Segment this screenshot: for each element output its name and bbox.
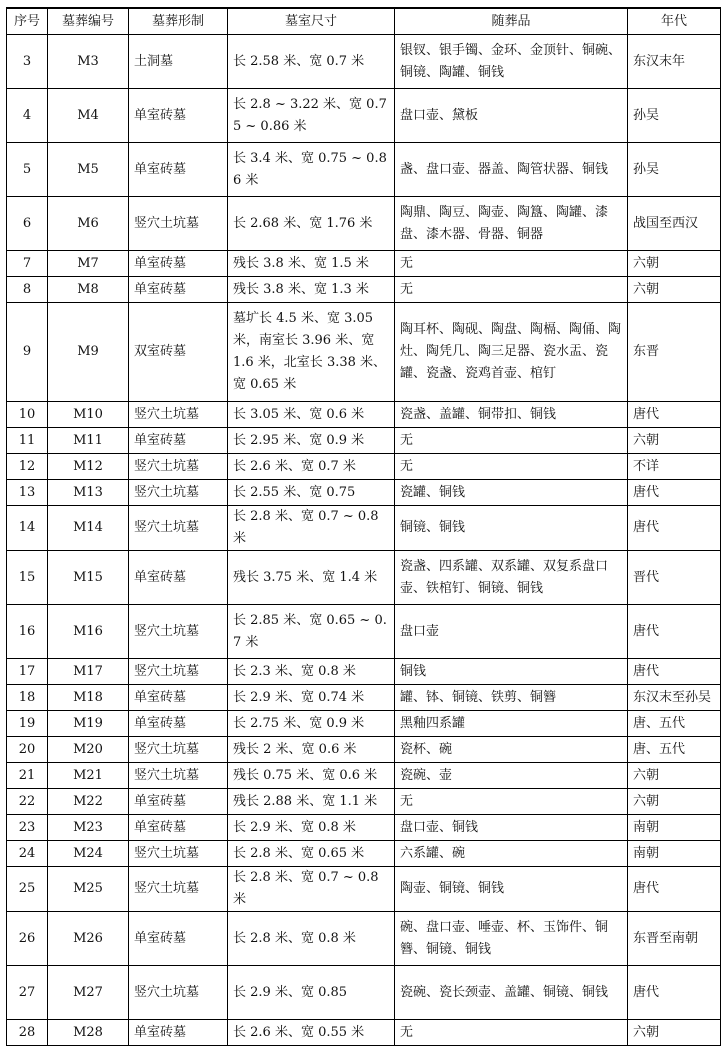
cell-grave-goods: 盘口壶、铜钱 (395, 815, 628, 841)
cell-chamber-size: 长 3.05 米、宽 0.6 米 (228, 402, 395, 428)
cell-no: 20 (7, 737, 48, 763)
cell-tomb-type: 竖穴土坑墓 (129, 454, 228, 480)
cell-era: 唐、五代 (628, 737, 721, 763)
table-row (7, 841, 721, 867)
cell-chamber-size: 长 2.8 米、宽 0.7 ~ 0.8 米 (228, 506, 395, 551)
cell-tomb-type: 竖穴土坑墓 (129, 867, 228, 912)
cell-tomb-id: M28 (48, 1020, 129, 1046)
cell-tomb-type: 双室砖墓 (129, 303, 228, 402)
table-row (7, 143, 721, 197)
cell-era: 孙吴 (628, 89, 721, 143)
cell-tomb-id: M8 (48, 277, 129, 303)
cell-no: 10 (7, 402, 48, 428)
cell-grave-goods: 无 (395, 251, 628, 277)
cell-era: 东晋至南朝 (628, 912, 721, 966)
table-row (7, 197, 721, 251)
cell-tomb-id: M7 (48, 251, 129, 277)
cell-tomb-id: M27 (48, 966, 129, 1020)
cell-tomb-id: M25 (48, 867, 129, 912)
cell-tomb-id: M6 (48, 197, 129, 251)
cell-no: 27 (7, 966, 48, 1020)
cell-era: 南朝 (628, 815, 721, 841)
cell-grave-goods: 盘口壶、黛板 (395, 89, 628, 143)
cell-era: 孙吴 (628, 143, 721, 197)
cell-era: 唐代 (628, 867, 721, 912)
cell-tomb-type: 竖穴土坑墓 (129, 763, 228, 789)
cell-era: 六朝 (628, 428, 721, 454)
cell-tomb-type: 单室砖墓 (129, 89, 228, 143)
cell-chamber-size: 长 2.8 米、宽 0.65 米 (228, 841, 395, 867)
table-row (7, 815, 721, 841)
cell-no: 23 (7, 815, 48, 841)
cell-chamber-size: 残长 3.75 米、宽 1.4 米 (228, 551, 395, 605)
cell-grave-goods: 铜镜、铜钱 (395, 506, 628, 551)
table-row (7, 35, 721, 89)
cell-no: 11 (7, 428, 48, 454)
cell-tomb-type: 单室砖墓 (129, 428, 228, 454)
cell-chamber-size: 长 2.8 ~ 3.22 米、宽 0.75 ~ 0.86 米 (228, 89, 395, 143)
cell-chamber-size: 长 2.9 米、宽 0.8 米 (228, 815, 395, 841)
cell-grave-goods: 无 (395, 428, 628, 454)
cell-grave-goods: 六系罐、碗 (395, 841, 628, 867)
cell-tomb-id: M16 (48, 605, 129, 659)
cell-tomb-id: M14 (48, 506, 129, 551)
cell-no: 19 (7, 711, 48, 737)
cell-era: 唐代 (628, 506, 721, 551)
cell-no: 12 (7, 454, 48, 480)
cell-chamber-size: 长 2.68 米、宽 1.76 米 (228, 197, 395, 251)
cell-grave-goods: 无 (395, 789, 628, 815)
cell-no: 4 (7, 89, 48, 143)
cell-tomb-id: M13 (48, 480, 129, 506)
cell-tomb-type: 单室砖墓 (129, 685, 228, 711)
cell-tomb-id: M4 (48, 89, 129, 143)
cell-no: 3 (7, 35, 48, 89)
cell-chamber-size: 长 2.85 米、宽 0.65 ~ 0.7 米 (228, 605, 395, 659)
header-no: 序号 (7, 8, 48, 35)
cell-no: 8 (7, 277, 48, 303)
cell-no: 22 (7, 789, 48, 815)
cell-era: 唐代 (628, 402, 721, 428)
tomb-table-container (6, 7, 720, 1046)
cell-grave-goods: 盘口壶 (395, 605, 628, 659)
header-row (7, 8, 721, 35)
cell-tomb-type: 单室砖墓 (129, 789, 228, 815)
cell-tomb-id: M10 (48, 402, 129, 428)
cell-chamber-size: 长 2.8 米、宽 0.8 米 (228, 912, 395, 966)
cell-tomb-type: 竖穴土坑墓 (129, 480, 228, 506)
cell-grave-goods: 瓷碗、瓷长颈壶、盖罐、铜镜、铜钱 (395, 966, 628, 1020)
cell-era: 六朝 (628, 277, 721, 303)
cell-chamber-size: 残长 0.75 米、宽 0.6 米 (228, 763, 395, 789)
cell-era: 六朝 (628, 1020, 721, 1046)
table-row (7, 428, 721, 454)
cell-tomb-type: 单室砖墓 (129, 1020, 228, 1046)
table-row (7, 303, 721, 402)
cell-tomb-id: M12 (48, 454, 129, 480)
table-body (7, 35, 721, 1046)
cell-chamber-size: 长 2.55 米、宽 0.75 (228, 480, 395, 506)
header-tomb-type: 墓葬形制 (129, 8, 228, 35)
cell-chamber-size: 长 2.9 米、宽 0.74 米 (228, 685, 395, 711)
table-row (7, 912, 721, 966)
cell-tomb-type: 竖穴土坑墓 (129, 197, 228, 251)
cell-grave-goods: 瓷碗、壶 (395, 763, 628, 789)
cell-grave-goods: 罐、钵、铜镜、铁剪、铜簪 (395, 685, 628, 711)
cell-tomb-type: 竖穴土坑墓 (129, 506, 228, 551)
cell-no: 14 (7, 506, 48, 551)
cell-tomb-id: M23 (48, 815, 129, 841)
cell-tomb-type: 单室砖墓 (129, 711, 228, 737)
cell-tomb-id: M26 (48, 912, 129, 966)
cell-no: 21 (7, 763, 48, 789)
cell-era: 战国至西汉 (628, 197, 721, 251)
cell-tomb-type: 竖穴土坑墓 (129, 605, 228, 659)
table-row (7, 737, 721, 763)
cell-tomb-id: M21 (48, 763, 129, 789)
cell-chamber-size: 残长 2.88 米、宽 1.1 米 (228, 789, 395, 815)
cell-tomb-type: 单室砖墓 (129, 912, 228, 966)
cell-no: 5 (7, 143, 48, 197)
cell-no: 6 (7, 197, 48, 251)
header-era: 年代 (628, 8, 721, 35)
cell-chamber-size: 残长 3.8 米、宽 1.5 米 (228, 251, 395, 277)
table-row (7, 763, 721, 789)
cell-era: 东晋 (628, 303, 721, 402)
cell-tomb-type: 单室砖墓 (129, 143, 228, 197)
header-chamber-size: 墓室尺寸 (228, 8, 395, 35)
table-row (7, 659, 721, 685)
cell-grave-goods: 陶壶、铜镜、铜钱 (395, 867, 628, 912)
cell-chamber-size: 长 2.58 米、宽 0.7 米 (228, 35, 395, 89)
cell-tomb-id: M18 (48, 685, 129, 711)
cell-tomb-type: 竖穴土坑墓 (129, 659, 228, 685)
cell-grave-goods: 黑釉四系罐 (395, 711, 628, 737)
cell-chamber-size: 长 2.6 米、宽 0.7 米 (228, 454, 395, 480)
cell-tomb-type: 竖穴土坑墓 (129, 841, 228, 867)
cell-no: 7 (7, 251, 48, 277)
cell-grave-goods: 盏、盘口壶、器盖、陶管状器、铜钱 (395, 143, 628, 197)
cell-chamber-size: 长 2.8 米、宽 0.7 ~ 0.8 米 (228, 867, 395, 912)
cell-no: 13 (7, 480, 48, 506)
header-grave-goods: 随葬品 (395, 8, 628, 35)
cell-grave-goods: 无 (395, 1020, 628, 1046)
cell-no: 26 (7, 912, 48, 966)
table-row (7, 89, 721, 143)
cell-tomb-id: M19 (48, 711, 129, 737)
table-row (7, 506, 721, 551)
cell-era: 唐代 (628, 605, 721, 659)
table-row (7, 711, 721, 737)
cell-tomb-id: M24 (48, 841, 129, 867)
cell-grave-goods: 瓷盏、四系罐、双系罐、双复系盘口壶、铁棺钉、铜镜、铜钱 (395, 551, 628, 605)
cell-era: 唐代 (628, 659, 721, 685)
tomb-table (6, 7, 721, 1046)
cell-tomb-type: 单室砖墓 (129, 551, 228, 605)
cell-era: 东汉末年 (628, 35, 721, 89)
cell-grave-goods: 陶鼎、陶豆、陶壶、陶簋、陶罐、漆盘、漆木器、骨器、铜器 (395, 197, 628, 251)
table-row (7, 789, 721, 815)
cell-no: 28 (7, 1020, 48, 1046)
cell-grave-goods: 银钗、银手镯、金环、金顶针、铜碗、铜镜、陶罐、铜钱 (395, 35, 628, 89)
cell-tomb-id: M11 (48, 428, 129, 454)
cell-tomb-type: 单室砖墓 (129, 251, 228, 277)
table-row (7, 685, 721, 711)
cell-chamber-size: 残长 2 米、宽 0.6 米 (228, 737, 395, 763)
table-row (7, 966, 721, 1020)
cell-grave-goods: 无 (395, 277, 628, 303)
cell-no: 15 (7, 551, 48, 605)
cell-tomb-id: M22 (48, 789, 129, 815)
cell-tomb-type: 竖穴土坑墓 (129, 402, 228, 428)
cell-tomb-type: 竖穴土坑墓 (129, 737, 228, 763)
table-row (7, 402, 721, 428)
cell-tomb-id: M15 (48, 551, 129, 605)
cell-era: 东汉末至孙吴 (628, 685, 721, 711)
cell-no: 25 (7, 867, 48, 912)
cell-era: 六朝 (628, 763, 721, 789)
cell-no: 24 (7, 841, 48, 867)
cell-chamber-size: 长 2.6 米、宽 0.55 米 (228, 1020, 395, 1046)
cell-no: 17 (7, 659, 48, 685)
cell-chamber-size: 长 2.95 米、宽 0.9 米 (228, 428, 395, 454)
cell-tomb-id: M20 (48, 737, 129, 763)
cell-era: 唐代 (628, 480, 721, 506)
cell-tomb-type: 单室砖墓 (129, 277, 228, 303)
table-row (7, 251, 721, 277)
cell-era: 六朝 (628, 789, 721, 815)
cell-chamber-size: 墓圹长 4.5 米、宽 3.05 米，南室长 3.96 米、宽 1.6 米，北室长 3.38 米、宽 0.65 米 (228, 303, 395, 402)
cell-chamber-size: 长 2.9 米、宽 0.85 (228, 966, 395, 1020)
cell-chamber-size: 长 3.4 米、宽 0.75 ~ 0.86 米 (228, 143, 395, 197)
cell-grave-goods: 陶耳杯、陶砚、陶盘、陶槅、陶俑、陶灶、陶凭几、陶三足器、瓷水盂、瓷罐、瓷盏、瓷鸡首壶、棺钉 (395, 303, 628, 402)
cell-grave-goods: 瓷盏、盖罐、铜带扣、铜钱 (395, 402, 628, 428)
cell-era: 六朝 (628, 251, 721, 277)
table-row (7, 1020, 721, 1046)
cell-tomb-id: M17 (48, 659, 129, 685)
table-row (7, 454, 721, 480)
cell-grave-goods: 瓷罐、铜钱 (395, 480, 628, 506)
cell-chamber-size: 残长 3.8 米、宽 1.3 米 (228, 277, 395, 303)
cell-tomb-id: M3 (48, 35, 129, 89)
cell-chamber-size: 长 2.3 米、宽 0.8 米 (228, 659, 395, 685)
table-row (7, 277, 721, 303)
cell-era: 唐、五代 (628, 711, 721, 737)
cell-grave-goods: 碗、盘口壶、唾壶、杯、玉饰件、铜簪、铜镜、铜钱 (395, 912, 628, 966)
cell-no: 18 (7, 685, 48, 711)
cell-era: 不详 (628, 454, 721, 480)
cell-chamber-size: 长 2.75 米、宽 0.9 米 (228, 711, 395, 737)
table-row (7, 480, 721, 506)
cell-tomb-type: 土洞墓 (129, 35, 228, 89)
cell-grave-goods: 瓷杯、碗 (395, 737, 628, 763)
table-row (7, 605, 721, 659)
cell-tomb-id: M5 (48, 143, 129, 197)
cell-no: 9 (7, 303, 48, 402)
cell-era: 唐代 (628, 966, 721, 1020)
cell-grave-goods: 无 (395, 454, 628, 480)
cell-era: 晋代 (628, 551, 721, 605)
cell-tomb-type: 单室砖墓 (129, 815, 228, 841)
cell-tomb-id: M9 (48, 303, 129, 402)
cell-grave-goods: 铜钱 (395, 659, 628, 685)
header-tomb-id: 墓葬编号 (48, 8, 129, 35)
cell-tomb-type: 竖穴土坑墓 (129, 966, 228, 1020)
table-row (7, 551, 721, 605)
cell-era: 南朝 (628, 841, 721, 867)
table-row (7, 867, 721, 912)
cell-no: 16 (7, 605, 48, 659)
